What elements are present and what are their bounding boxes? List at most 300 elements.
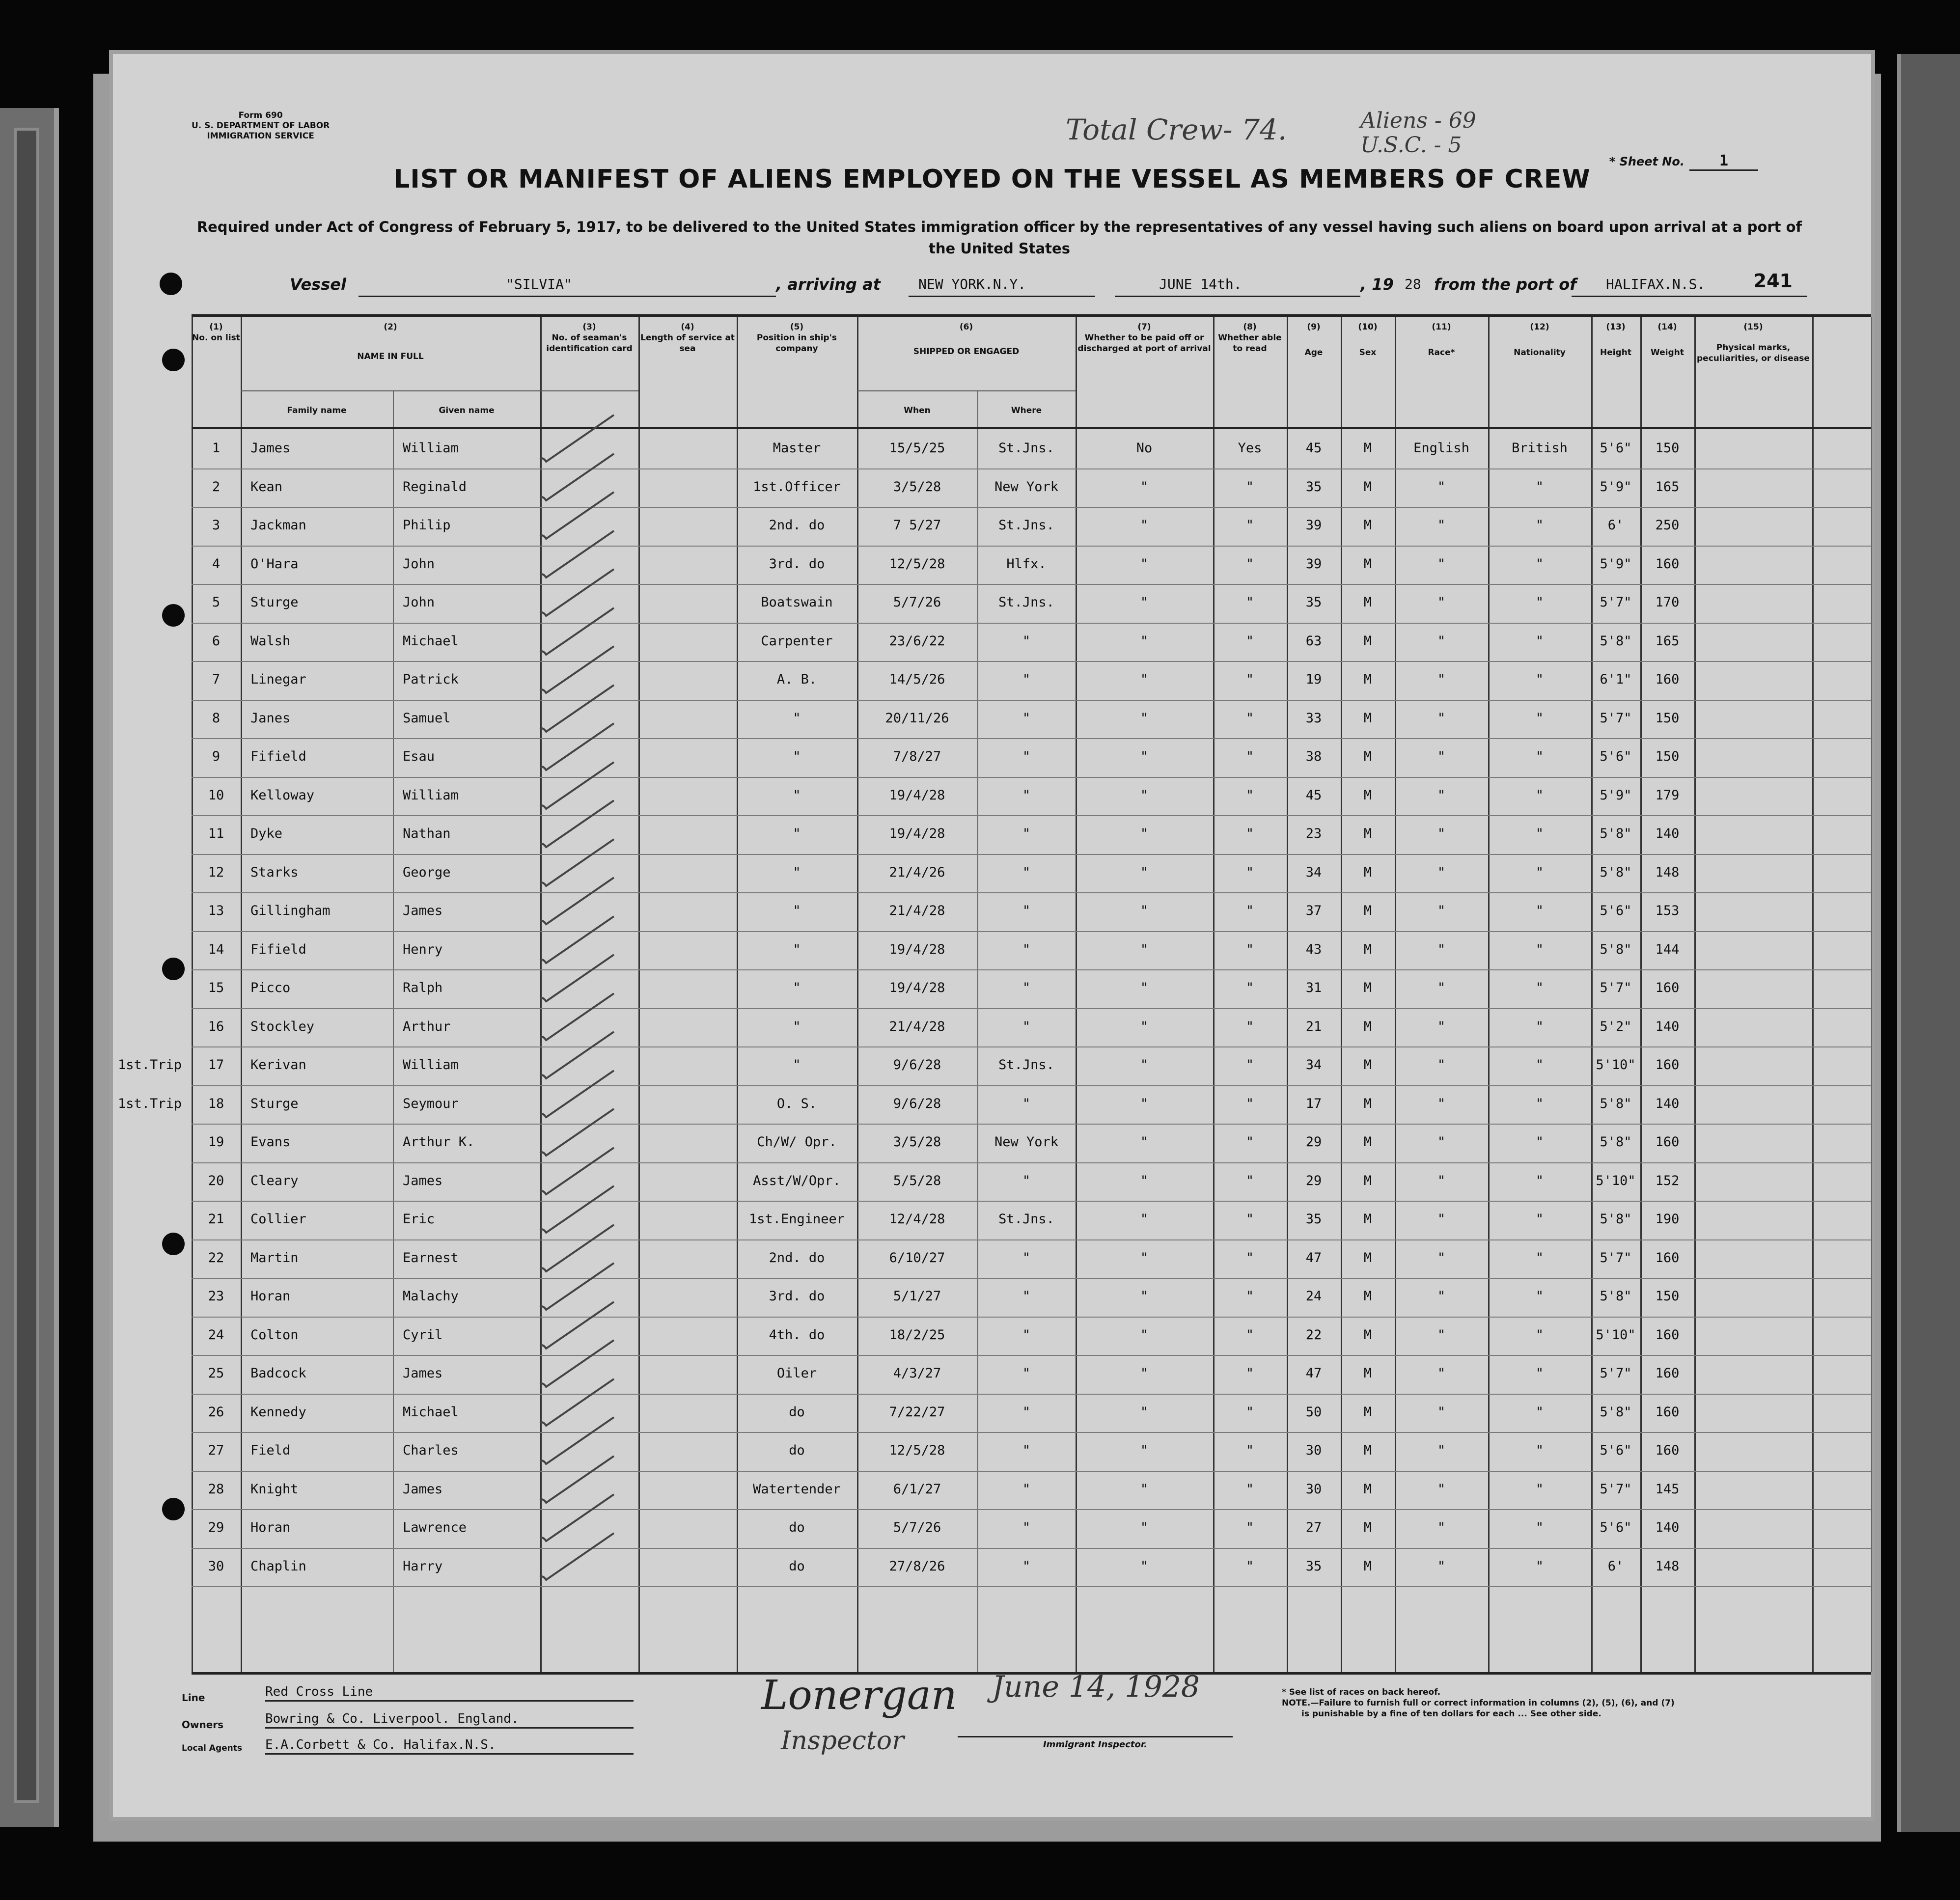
cell-family-name: Janes xyxy=(250,710,291,726)
vessel-label: Vessel xyxy=(290,275,346,294)
cell-nationality: " xyxy=(1535,787,1544,803)
col-sex-header: (10) Sex xyxy=(1358,322,1378,358)
cell-sex: M xyxy=(1363,1289,1372,1304)
cell-able-to-read: " xyxy=(1245,826,1254,841)
cell-shipped-where: " xyxy=(1022,1019,1031,1034)
cell-nationality: " xyxy=(1535,1366,1544,1381)
cell-age: 33 xyxy=(1305,710,1322,726)
cell-shipped-where: " xyxy=(1022,672,1031,687)
cell-given-name: Seymour xyxy=(403,1096,459,1111)
cell-paid-off: " xyxy=(1140,787,1149,803)
col-where-header: Where xyxy=(1011,406,1042,415)
cell-height: 6' xyxy=(1607,518,1624,533)
cell-race: " xyxy=(1437,595,1446,610)
cell-sex: M xyxy=(1363,787,1372,803)
cell-family-name: Colton xyxy=(250,1327,299,1343)
cell-trip-note: 1st.Trip xyxy=(118,1057,182,1073)
cell-paid-off: " xyxy=(1140,941,1149,957)
cell-weight: 160 xyxy=(1655,1443,1680,1458)
cell-given-name: Earnest xyxy=(403,1250,459,1266)
cell-shipped-where: " xyxy=(1022,1520,1031,1535)
cell-shipped-when: 4/3/27 xyxy=(893,1366,941,1381)
cell-family-name: Badcock xyxy=(250,1366,306,1381)
cell-shipped-when: 21/4/28 xyxy=(889,903,945,918)
col-shipped-header: SHIPPED OR ENGAGED xyxy=(913,347,1020,357)
cell-shipped-where: " xyxy=(1022,1289,1031,1304)
cell-shipped-where: " xyxy=(1022,1404,1031,1420)
cell-paid-off: " xyxy=(1140,1212,1149,1227)
cell-able-to-read: " xyxy=(1245,556,1254,572)
cell-able-to-read: " xyxy=(1245,1212,1254,1227)
cell-row-number: 26 xyxy=(208,1404,224,1420)
cell-given-name: Michael xyxy=(403,1404,459,1420)
cell-paid-off: " xyxy=(1140,1443,1149,1458)
cell-able-to-read: " xyxy=(1245,1327,1254,1343)
cell-race: " xyxy=(1437,980,1446,995)
cell-shipped-where: " xyxy=(1022,1481,1031,1497)
cell-row-number: 16 xyxy=(208,1019,224,1034)
cell-height: 6'1" xyxy=(1600,672,1632,687)
binder-hole xyxy=(160,273,182,295)
cell-nationality: " xyxy=(1535,1250,1544,1266)
cell-nationality: " xyxy=(1535,1019,1544,1034)
cell-position: 3rd. do xyxy=(769,556,825,572)
cell-weight: 150 xyxy=(1655,749,1680,764)
cell-age: 29 xyxy=(1305,1173,1322,1188)
cell-able-to-read: " xyxy=(1245,1096,1254,1111)
col-age-header: (9) Age xyxy=(1304,322,1323,358)
cell-family-name: Fifield xyxy=(250,749,306,764)
cell-able-to-read: " xyxy=(1245,1443,1254,1458)
cell-paid-off: " xyxy=(1140,1173,1149,1188)
cell-race: " xyxy=(1437,672,1446,687)
cell-nationality: " xyxy=(1535,595,1544,610)
cell-able-to-read: " xyxy=(1245,1366,1254,1381)
cell-sex: M xyxy=(1363,1019,1372,1034)
cell-position: 3rd. do xyxy=(769,1289,825,1304)
cell-nationality: " xyxy=(1535,1443,1544,1458)
cell-given-name: Nathan xyxy=(403,826,451,841)
cell-height: 5'9" xyxy=(1600,556,1632,572)
cell-able-to-read: " xyxy=(1245,1404,1254,1420)
cell-height: 5'7" xyxy=(1600,595,1632,610)
cell-sex: M xyxy=(1363,903,1372,918)
cell-given-name: Samuel xyxy=(403,710,451,726)
cell-race: " xyxy=(1437,1212,1446,1227)
cell-position: Master xyxy=(773,441,821,456)
cell-family-name: Knight xyxy=(250,1481,299,1497)
arriving-label: , arriving at xyxy=(776,275,881,294)
cell-family-name: Field xyxy=(250,1443,291,1458)
cell-given-name: Michael xyxy=(403,633,459,649)
cell-race: " xyxy=(1437,556,1446,572)
from-port: HALIFAX.N.S. xyxy=(1606,276,1706,292)
col-service-header: (4) Length of service at sea xyxy=(640,322,735,354)
cell-row-number: 12 xyxy=(208,864,224,880)
cell-shipped-when: 6/10/27 xyxy=(889,1250,945,1266)
cell-paid-off: " xyxy=(1140,1289,1149,1304)
cell-age: 47 xyxy=(1305,1366,1322,1381)
cell-age: 31 xyxy=(1305,980,1322,995)
line-label: Line xyxy=(182,1692,205,1704)
cell-row-number: 27 xyxy=(208,1443,224,1458)
cell-nationality: " xyxy=(1535,518,1544,533)
cell-position: do xyxy=(789,1443,805,1458)
cell-weight: 145 xyxy=(1655,1481,1680,1497)
cell-nationality: " xyxy=(1535,980,1544,995)
owners-label: Owners xyxy=(182,1719,224,1731)
cell-paid-off: " xyxy=(1140,595,1149,610)
cell-row-number: 7 xyxy=(212,672,221,687)
cell-shipped-when: 9/6/28 xyxy=(893,1096,941,1111)
cell-shipped-where: " xyxy=(1022,941,1031,957)
cell-race: " xyxy=(1437,1558,1446,1574)
cell-family-name: Picco xyxy=(250,980,291,995)
cell-shipped-where: " xyxy=(1022,1250,1031,1266)
cell-given-name: William xyxy=(403,1057,459,1073)
cell-able-to-read: " xyxy=(1245,941,1254,957)
cell-height: 5'8" xyxy=(1600,1096,1632,1111)
cell-family-name: Starks xyxy=(250,864,299,880)
cell-weight: 140 xyxy=(1655,1520,1680,1535)
cell-row-number: 10 xyxy=(208,787,224,803)
cell-given-name: William xyxy=(403,787,459,803)
cell-nationality: " xyxy=(1535,710,1544,726)
cell-height: 5'8" xyxy=(1600,1289,1632,1304)
cell-shipped-when: 7/8/27 xyxy=(893,749,941,764)
cell-position: " xyxy=(793,1019,801,1034)
col-when-header: When xyxy=(904,406,931,415)
cell-position: A. B. xyxy=(776,672,817,687)
cell-able-to-read: " xyxy=(1245,864,1254,880)
cell-position: Ch/W/ Opr. xyxy=(757,1134,837,1150)
cell-height: 5'6" xyxy=(1600,903,1632,918)
vessel-name: "SILVIA" xyxy=(506,276,572,292)
cell-family-name: Sturge xyxy=(250,595,299,610)
cell-weight: 160 xyxy=(1655,1250,1680,1266)
cell-shipped-when: 27/8/26 xyxy=(889,1558,945,1574)
cell-position: 2nd. do xyxy=(769,518,825,533)
binder-hole xyxy=(162,958,185,980)
cell-position: Asst/W/Opr. xyxy=(753,1173,841,1188)
sheet-number-value: 1 xyxy=(1689,152,1758,171)
cell-race: " xyxy=(1437,1019,1446,1034)
line-value: Red Cross Line xyxy=(265,1684,634,1702)
cell-given-name: John xyxy=(403,556,435,572)
agents-value: E.A.Corbett & Co. Halifax.N.S. xyxy=(265,1737,634,1755)
cell-family-name: Jackman xyxy=(250,518,306,533)
cell-nationality: " xyxy=(1535,826,1544,841)
cell-given-name: Eric xyxy=(403,1212,435,1227)
cell-nationality: " xyxy=(1535,633,1544,649)
cell-race: " xyxy=(1437,1520,1446,1535)
cell-position: " xyxy=(793,749,801,764)
cell-paid-off: " xyxy=(1140,479,1149,495)
cell-height: 5'7" xyxy=(1600,980,1632,995)
cell-given-name: James xyxy=(403,1481,443,1497)
cell-age: 45 xyxy=(1305,441,1322,456)
cell-shipped-when: 20/11/26 xyxy=(885,710,949,726)
cell-shipped-where: St.Jns. xyxy=(998,441,1054,456)
cell-shipped-where: Hlfx. xyxy=(1006,556,1047,572)
cell-weight: 140 xyxy=(1655,1096,1680,1111)
stamp-number: 241 xyxy=(1753,270,1793,292)
cell-height: 5'6" xyxy=(1600,1443,1632,1458)
cell-age: 43 xyxy=(1305,941,1322,957)
cell-row-number: 24 xyxy=(208,1327,224,1343)
sheet-number-label: * Sheet No. xyxy=(1609,155,1684,168)
col-name-header: NAME IN FULL xyxy=(357,352,424,361)
cell-shipped-when: 14/5/26 xyxy=(889,672,945,687)
cell-family-name: Walsh xyxy=(250,633,291,649)
cell-row-number: 14 xyxy=(208,941,224,957)
cell-age: 27 xyxy=(1305,1520,1322,1535)
cell-row-number: 18 xyxy=(208,1096,224,1111)
cell-paid-off: " xyxy=(1140,864,1149,880)
cell-age: 24 xyxy=(1305,1289,1322,1304)
cell-age: 29 xyxy=(1305,1134,1322,1150)
cell-shipped-where: New York xyxy=(994,479,1059,495)
footnote-penalty-cont: is punishable by a fine of ten dollars for each ... See other side. xyxy=(1301,1709,1601,1719)
cell-nationality: British xyxy=(1512,441,1568,456)
cell-weight: 160 xyxy=(1655,1327,1680,1343)
cell-row-number: 9 xyxy=(212,749,221,764)
cell-position: " xyxy=(793,787,801,803)
cell-sex: M xyxy=(1363,710,1372,726)
cell-nationality: " xyxy=(1535,1289,1544,1304)
cell-shipped-where: St.Jns. xyxy=(998,518,1054,533)
cell-paid-off: " xyxy=(1140,1096,1149,1111)
cell-shipped-when: 6/1/27 xyxy=(893,1481,941,1497)
cell-race: " xyxy=(1437,633,1446,649)
cell-sex: M xyxy=(1363,556,1372,572)
cell-height: 5'7" xyxy=(1600,1250,1632,1266)
cell-shipped-when: 18/2/25 xyxy=(889,1327,945,1343)
cell-able-to-read: " xyxy=(1245,1250,1254,1266)
cell-age: 47 xyxy=(1305,1250,1322,1266)
binder-hole xyxy=(162,349,185,371)
cell-given-name: Charles xyxy=(403,1443,459,1458)
cell-row-number: 20 xyxy=(208,1173,224,1188)
cell-age: 17 xyxy=(1305,1096,1322,1111)
cell-race: " xyxy=(1437,1289,1446,1304)
cell-shipped-where: " xyxy=(1022,980,1031,995)
right-film-edge xyxy=(1897,54,1960,1832)
cell-shipped-when: 5/1/27 xyxy=(893,1289,941,1304)
cell-weight: 160 xyxy=(1655,556,1680,572)
cell-family-name: Linegar xyxy=(250,672,306,687)
cell-sex: M xyxy=(1363,864,1372,880)
cell-race: " xyxy=(1437,1096,1446,1111)
cell-sex: M xyxy=(1363,1212,1372,1227)
cell-position: " xyxy=(793,980,801,995)
cell-position: do xyxy=(789,1558,805,1574)
cell-able-to-read: " xyxy=(1245,787,1254,803)
cell-row-number: 21 xyxy=(208,1212,224,1227)
cell-row-number: 22 xyxy=(208,1250,224,1266)
cell-family-name: Kean xyxy=(250,479,283,495)
cell-race: " xyxy=(1437,710,1446,726)
cell-given-name: William xyxy=(403,441,459,456)
cell-sex: M xyxy=(1363,1481,1372,1497)
cell-able-to-read: " xyxy=(1245,710,1254,726)
cell-family-name: Sturge xyxy=(250,1096,299,1111)
cell-paid-off: " xyxy=(1140,556,1149,572)
cell-able-to-read: " xyxy=(1245,1057,1254,1073)
cell-position: 2nd. do xyxy=(769,1250,825,1266)
cell-able-to-read: " xyxy=(1245,479,1254,495)
cell-age: 35 xyxy=(1305,479,1322,495)
cell-race: " xyxy=(1437,518,1446,533)
cell-race: " xyxy=(1437,479,1446,495)
cell-paid-off: " xyxy=(1140,1327,1149,1343)
cell-height: 5'8" xyxy=(1600,864,1632,880)
cell-family-name: James xyxy=(250,441,291,456)
cell-height: 5'10" xyxy=(1596,1173,1636,1188)
cell-position: " xyxy=(793,710,801,726)
cell-age: 30 xyxy=(1305,1443,1322,1458)
page-subtitle: Required under Act of Congress of February 5, 1917, to be delivered to the United States immigration officer by the representatives of any vessel having such aliens on board upon arrival at a port of the United States xyxy=(196,219,1802,257)
cell-shipped-when: 12/5/28 xyxy=(889,1443,945,1458)
cell-sex: M xyxy=(1363,826,1372,841)
cell-shipped-when: 7 5/27 xyxy=(893,518,941,533)
cell-weight: 160 xyxy=(1655,672,1680,687)
cell-age: 23 xyxy=(1305,826,1322,841)
cell-paid-off: " xyxy=(1140,980,1149,995)
cell-shipped-where: " xyxy=(1022,787,1031,803)
cell-sex: M xyxy=(1363,1366,1372,1381)
cell-shipped-when: 21/4/28 xyxy=(889,1019,945,1034)
col-paid-off-header: (7) Whether to be paid off or discharged at port of arrival xyxy=(1077,322,1211,354)
total-crew-annotation: Total Crew- 74. xyxy=(1066,113,1287,146)
crew-table xyxy=(118,314,1871,1675)
cell-trip-note: 1st.Trip xyxy=(118,1096,182,1111)
cell-given-name: Henry xyxy=(403,941,443,957)
signature-title: Inspector xyxy=(781,1726,904,1756)
cell-given-name: James xyxy=(403,1366,443,1381)
cell-able-to-read: " xyxy=(1245,1134,1254,1150)
cell-sex: M xyxy=(1363,1558,1372,1574)
cell-position: " xyxy=(793,864,801,880)
cell-row-number: 5 xyxy=(212,595,221,610)
cell-height: 5'8" xyxy=(1600,1212,1632,1227)
cell-shipped-where: St.Jns. xyxy=(998,595,1054,610)
cell-shipped-when: 3/5/28 xyxy=(893,479,941,495)
cell-sex: M xyxy=(1363,441,1372,456)
cell-able-to-read: " xyxy=(1245,1173,1254,1188)
col-family-name-header: Family name xyxy=(287,406,347,415)
cell-family-name: Kerivan xyxy=(250,1057,306,1073)
cell-row-number: 17 xyxy=(208,1057,224,1073)
cell-height: 5'10" xyxy=(1596,1057,1636,1073)
cell-nationality: " xyxy=(1535,903,1544,918)
cell-given-name: George xyxy=(403,864,451,880)
binder-hole xyxy=(162,604,185,627)
cell-height: 5'8" xyxy=(1600,941,1632,957)
cell-given-name: Arthur K. xyxy=(403,1134,475,1150)
cell-race: English xyxy=(1413,441,1469,456)
cell-weight: 150 xyxy=(1655,710,1680,726)
cell-race: " xyxy=(1437,1134,1446,1150)
cell-position: 4th. do xyxy=(769,1327,825,1343)
cell-nationality: " xyxy=(1535,1327,1544,1343)
cell-able-to-read: " xyxy=(1245,518,1254,533)
cell-sex: M xyxy=(1363,595,1372,610)
cell-shipped-when: 12/4/28 xyxy=(889,1212,945,1227)
cell-family-name: Chaplin xyxy=(250,1558,306,1574)
cell-weight: 160 xyxy=(1655,1366,1680,1381)
cell-given-name: Esau xyxy=(403,749,435,764)
arrival-port: NEW YORK.N.Y. xyxy=(918,276,1026,292)
cell-weight: 160 xyxy=(1655,980,1680,995)
cell-age: 35 xyxy=(1305,1558,1322,1574)
cell-weight: 160 xyxy=(1655,1057,1680,1073)
cell-shipped-where: " xyxy=(1022,1173,1031,1188)
manifest-sheet xyxy=(113,54,1871,1817)
inspector-signature: Lonergan xyxy=(761,1672,957,1719)
binder-hole xyxy=(162,1498,185,1520)
signature-date: June 14, 1928 xyxy=(992,1670,1200,1704)
cell-weight: 150 xyxy=(1655,441,1680,456)
cell-shipped-where: " xyxy=(1022,1558,1031,1574)
cell-shipped-when: 9/6/28 xyxy=(893,1057,941,1073)
cell-race: " xyxy=(1437,941,1446,957)
cell-nationality: " xyxy=(1535,479,1544,495)
cell-sex: M xyxy=(1363,1096,1372,1111)
cell-weight: 153 xyxy=(1655,903,1680,918)
col-no-header: (1) No. on list xyxy=(192,322,240,343)
col-nationality-header: (12) Nationality xyxy=(1514,322,1566,358)
cell-sex: M xyxy=(1363,941,1372,957)
cell-weight: 170 xyxy=(1655,595,1680,610)
cell-race: " xyxy=(1437,787,1446,803)
cell-age: 35 xyxy=(1305,595,1322,610)
cell-nationality: " xyxy=(1535,1558,1544,1574)
cell-able-to-read: " xyxy=(1245,1520,1254,1535)
cell-nationality: " xyxy=(1535,864,1544,880)
cell-height: 5'9" xyxy=(1600,479,1632,495)
cell-given-name: Patrick xyxy=(403,672,459,687)
cell-able-to-read: " xyxy=(1245,1481,1254,1497)
cell-given-name: John xyxy=(403,595,435,610)
cell-race: " xyxy=(1437,903,1446,918)
cell-race: " xyxy=(1437,1481,1446,1497)
cell-weight: 144 xyxy=(1655,941,1680,957)
cell-height: 5'2" xyxy=(1600,1019,1632,1034)
cell-age: 30 xyxy=(1305,1481,1322,1497)
cell-race: " xyxy=(1437,749,1446,764)
cell-shipped-when: 19/4/28 xyxy=(889,980,945,995)
cell-height: 5'8" xyxy=(1600,1134,1632,1150)
cell-able-to-read: " xyxy=(1245,1019,1254,1034)
arrival-year: 28 xyxy=(1405,276,1421,292)
cell-position: 1st.Officer xyxy=(753,479,841,495)
cell-shipped-where: " xyxy=(1022,1443,1031,1458)
cell-height: 5'7" xyxy=(1600,710,1632,726)
cell-paid-off: " xyxy=(1140,1481,1149,1497)
cell-position: Boatswain xyxy=(761,595,833,610)
cell-paid-off: No xyxy=(1136,441,1153,456)
cell-sex: M xyxy=(1363,1134,1372,1150)
cell-nationality: " xyxy=(1535,1134,1544,1150)
cell-shipped-when: 19/4/28 xyxy=(889,787,945,803)
cell-weight: 148 xyxy=(1655,1558,1680,1574)
cell-shipped-when: 21/4/26 xyxy=(889,864,945,880)
cell-age: 45 xyxy=(1305,787,1322,803)
cell-able-to-read: Yes xyxy=(1238,441,1262,456)
left-film-edge xyxy=(0,108,59,1827)
cell-shipped-where: New York xyxy=(994,1134,1059,1150)
